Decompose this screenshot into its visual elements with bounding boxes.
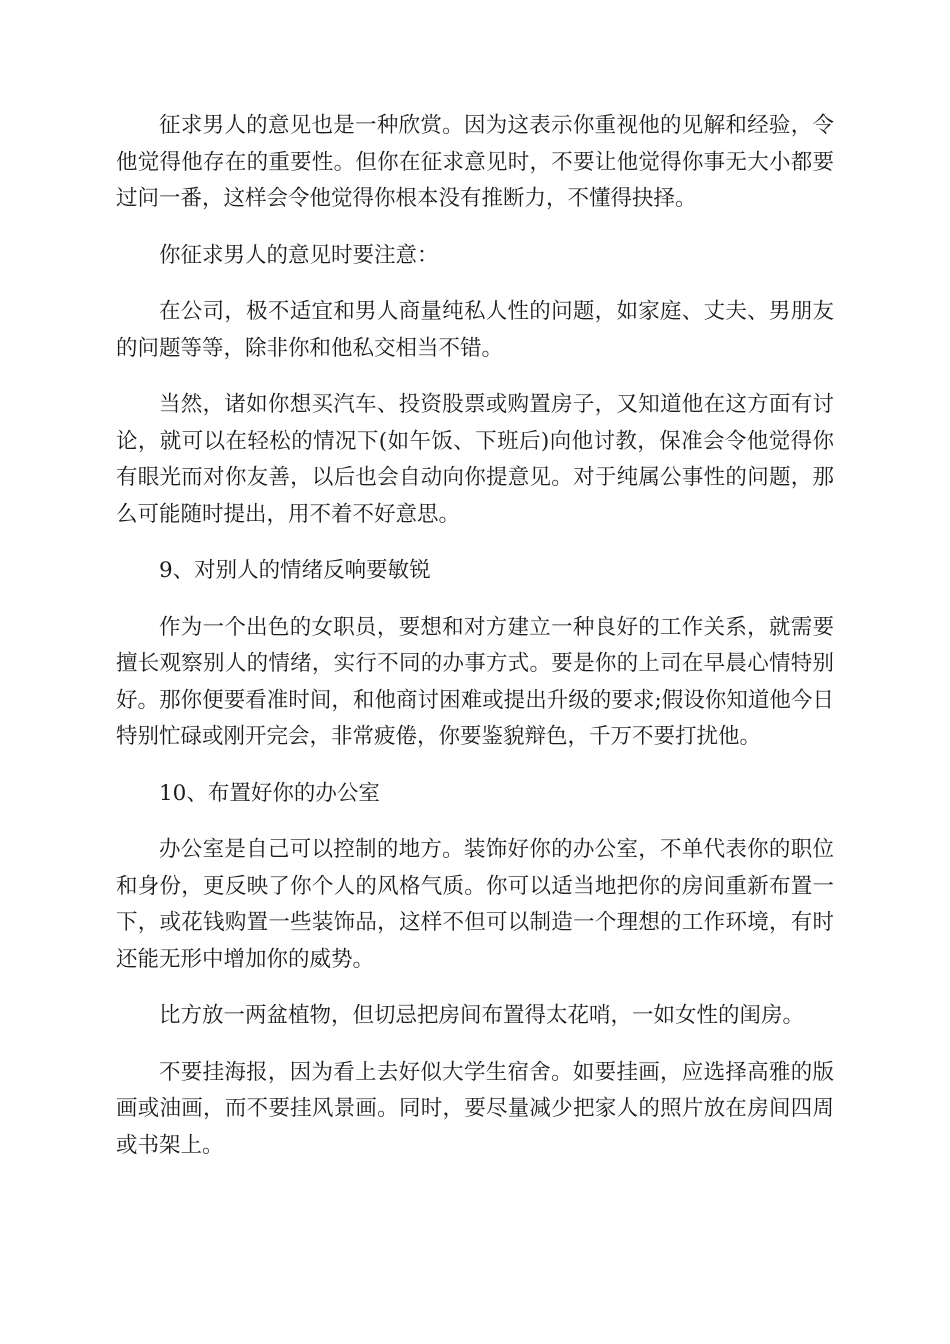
section-heading-9: 9、对别人的情绪反响要敏锐 <box>159 558 431 583</box>
paragraph-private-issues: 在公司，极不适宜和男人商量纯私人性的问题，如家庭、丈夫、男朋友的问题等等，除非你和他私交相当不错。 <box>116 299 834 361</box>
section-heading-10: 10、布置好你的办公室 <box>159 780 380 806</box>
paragraph-observe-emotions: 作为一个出色的女职员，要想和对方建立一种良好的工作关系，就需要擅长观察别人的情绪，实行不同的办事方式。要是你的上司在早晨心情特别好。那你便要看准时间，和他商讨困难或提出升级的要求;假设你知道他今日特别忙碌或刚开完会，非常疲倦，你要鉴貌辩色，千万不要打扰他。 <box>116 614 834 749</box>
paragraph-office-decoration: 办公室是自己可以控制的地方。装饰好你的办公室，不单代表你的职位和身份，更反映了你个人的风格气质。你可以适当地把你的房间重新布置一下，或花钱购置一些装饰品，这样不但可以制造一个理想的工作环境，有时还能无形中增加你的威势。 <box>116 837 834 972</box>
paragraph-plants: 比方放一两盆植物，但切忌把房间布置得太花哨，一如女性的闺房。 <box>159 1003 805 1028</box>
paragraph-notes-intro: 你征求男人的意见时要注意： <box>159 242 439 268</box>
paragraph-suitable-topics: 当然，诸如你想买汽车、投资股票或购置房子，又知道他在这方面有讨论，就可以在轻松的情况下(如午饭、下班后)向他讨教，保准会令他觉得你有眼光而对你友善，以后也会自动向你提意见。对于纯属公事性的问题，那么可能随时提出，用不着不好意思。 <box>116 392 834 527</box>
document-body <box>116 108 834 1184</box>
paragraph-asking-opinion: 征求男人的意见也是一种欣赏。因为这表示你重视他的见解和经验，令他觉得他存在的重要性。但你在征求意见时，不要让他觉得你事无大小都要过问一番，这样会令他觉得你根本没有推断力，不懂得抉择。 <box>116 113 834 211</box>
paragraph-posters-photos: 不要挂海报，因为看上去好似大学生宿舍。如要挂画，应选择高雅的版画或油画，而不要挂风景画。同时，要尽量减少把家人的照片放在房间四周或书架上。 <box>116 1059 834 1158</box>
